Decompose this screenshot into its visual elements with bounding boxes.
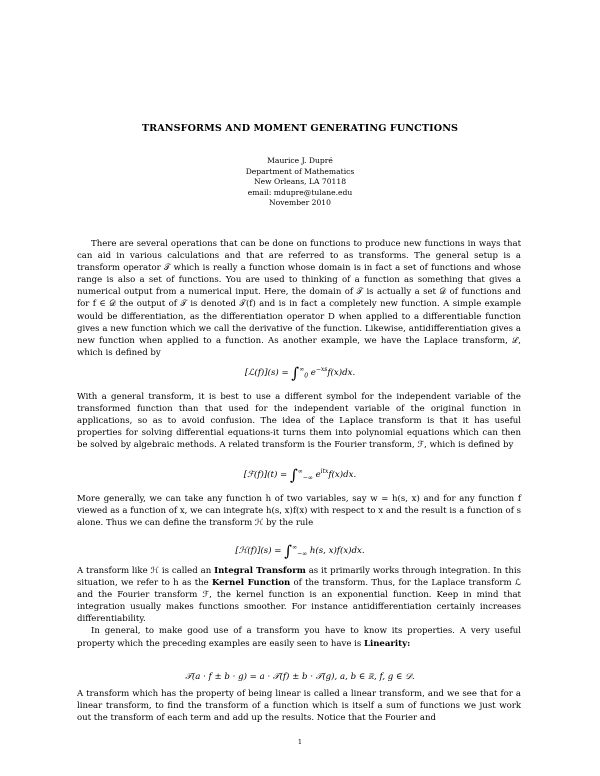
term-kernel-function: Kernel Function xyxy=(211,578,291,589)
paper-title: TRANSFORMS AND MOMENT GENERATING FUNCTIONS xyxy=(141,123,459,134)
author-name: Maurice J. Dupré xyxy=(267,156,333,165)
page-number: 1 xyxy=(297,738,303,746)
equation-laplace: [ℒ(f)](s) = $\int^\infty_0$ $e^{-xs}f(x)dx$. xyxy=(244,364,356,382)
term-integral-transform: Integral Transform xyxy=(214,566,306,576)
integral-sign: ∫ xyxy=(289,466,298,484)
integral-sign: ∫ xyxy=(284,542,293,560)
paragraph-linear-transform: A transform which has the property of being linear is called a linear transform, and we see that for a linear transform, to find the transform of a function which is itself a sum of functions we just work out the transform of each term and add up the results. Notice that the Fourier and xyxy=(77,689,521,724)
equation-linearity: 𝒯(a · f ± b · g) = a · 𝒯(f) ± b · 𝒯(g), a, b ∈ ℝ, f, g ∈ 𝒟. xyxy=(185,672,415,682)
paragraph-integral-transform: A transform like ℋ is called an Integral Transform as it primarily works through integration. In this situation, we refer to h as the Kernel Function of the transform. Thus, for the Laplace transform ℒ and the Fourier transform ℱ, the kernel function is an exponential function. Keep in mind that integration usually makes functions smoother. For instance antidifferentiation certainly increases differentiability. In general, to make good use of a transform you have to know its properties. A very useful property which the preceding examples are easily seen to have is Linearity: xyxy=(77,566,521,649)
paragraph-kernel-intro: More generally, we can take any function h of two variables, say w = h(s, x) and for any function f viewed as a function of x, we can integrate h(s, x)f(x) with respect to x and the result is a function of s alone. Thus we can define the transform ℋ by the rule xyxy=(77,494,521,529)
author-city: New Orleans, LA 70118 xyxy=(253,177,347,187)
author-date: November 2010 xyxy=(269,198,331,208)
equation-integral-transform: [ℋ(f)](s) = $\int^\infty_{-\infty}$ h(s, x)f(x)dx. xyxy=(235,542,365,560)
equation-fourier: [ℱ(f)](t) = $\int^\infty_{-\infty}$ $e^{itx}f(x)dx$. xyxy=(243,466,357,484)
integral-sign: ∫ xyxy=(291,364,300,382)
term-linearity: Linearity: xyxy=(363,638,411,649)
paragraph-general-transform: With a general transform, it is best to use a different symbol for the independent variable of the transformed function than that used for the independent variable of the original function in applications, so as to avoid confusion. The idea of the Laplace transform is that it has useful properties for solving differential equations-it turns them into polynomial equations which can then be solved by algebraic methods. A related transform is the Fourier transform, ℱ, which is defined by xyxy=(77,392,521,451)
paragraph-linearity: In general, to make good use of a transform you have to know its properties. A very useful property which the preceding examples are easily seen to have is Linearity: xyxy=(77,626,521,649)
author-block xyxy=(0,156,600,209)
paragraph-intro: There are several operations that can be done on functions to produce new functions in ways that can aid in various calculations and that are referred to as transforms. The general setup is a transform operator 𝒯 which is really a function whose domain is in fact a set of functions and whose range is also a set of functions. You are used to thinking of a function as something that gives a numerical output from a numerical input. Here, the domain of 𝒯 is actually a set 𝒟 of functions and for f ∈ 𝒟 the output of 𝒯 is denoted 𝒯(f) and is in fact a completely new function. A simple example would be differentiation, as the differentiation operator D when applied to a differentiable function gives a new function which we call the derivative of the function. Likewise, antidifferentiation gives a new function when applied to a function. As another example, we have the Laplace transform, ℒ, which is defined by xyxy=(77,239,521,358)
author-email: email: mdupre@tulane.edu xyxy=(247,187,353,197)
author-department: Department of Mathematics xyxy=(245,166,355,176)
